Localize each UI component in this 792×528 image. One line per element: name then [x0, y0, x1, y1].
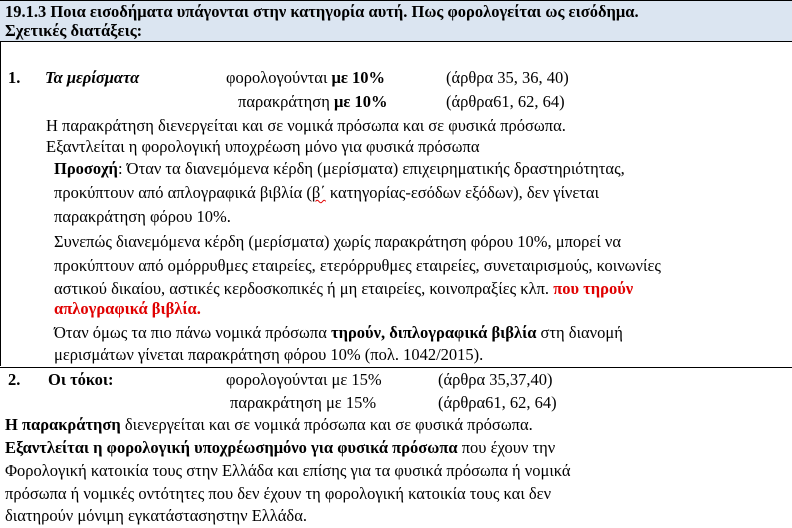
section2-line5: διατηρούν μόνιμη εγκατάστασηστην Ελλάδα.: [5, 506, 307, 525]
section2-withhold-line: παρακράτηση με 15%: [230, 393, 377, 412]
section1-p3-line1: Όταν όμως τα πιο πάνω νομικά πρόσωπα τηρούν, διπλογραφικά βιβλία στη διανομή: [54, 323, 623, 342]
section1-tax-line: φορολογούνται με 10%: [226, 68, 386, 87]
section1-withhold-line: παρακράτηση με 10%: [238, 92, 388, 111]
section-header: [0, 0, 792, 42]
section1-line-a: Η παρακράτηση διενεργείται και σε νομικά πρόσωπα και σε φυσικά πρόσωπα.: [46, 116, 566, 135]
note-label: Προσοχή: [54, 159, 118, 178]
section2-line4: πρόσωπα ή νομικές οντότητες που δεν έχουν τη φορολογική κατοικία τους και δεν: [5, 484, 552, 503]
left-border-section1: [0, 42, 1, 366]
section1-withhold-articles: (άρθρα61, 62, 64): [446, 92, 565, 111]
section1-number: 1.: [8, 68, 21, 87]
section2-withhold-articles: (άρθρα61, 62, 64): [438, 393, 557, 412]
section2-title: Οι τόκοι:: [48, 370, 114, 389]
header-subtitle: Σχετικές διατάξεις:: [5, 21, 143, 40]
section1-p2-line1: Συνεπώς διανεμόμενα κέρδη (μερίσματα) χωρίς παρακράτηση φόρου 10%, μπορεί να: [54, 232, 622, 251]
section1-note-line2: προκύπτουν από απλογραφικά βιβλία (β΄ κατηγορίας-εσόδων εξόδων), δεν γίνεται: [54, 183, 600, 202]
section1-p2-line2: προκύπτουν από ομόρρυθμες εταιρείες, ετερόρρυθμες εταιρείες, συνεταιρισμούς, κοινωνίες: [54, 256, 661, 275]
section1-title: Τα μερίσματα: [45, 68, 140, 87]
section2-tax-line: φορολογούνται με 15%: [226, 370, 382, 389]
section2-tax-articles: (άρθρα 35,37,40): [438, 370, 553, 389]
section1-p2-line3: αστικού δικαίου, αστικές κερδοσκοπικές ή μη εταιρείες, κοινοπραξίες κλπ. που τηρούν: [54, 279, 634, 298]
section1-note-line1: Προσοχή: Όταν τα διανεμόμενα κέρδη (μερίσματα) επιχειρηματικής δραστηριότητας,: [54, 159, 625, 178]
section1-note-line3: παρακράτηση φόρου 10%.: [54, 207, 231, 226]
header-title: 19.1.3 Ποια εισοδήματα υπάγονται στην κατηγορία αυτή. Πως φορολογείται ως εισόδημα.: [5, 2, 639, 21]
section-divider: [0, 367, 792, 368]
section1-p2-line4: απλογραφικά βιβλία.: [54, 299, 201, 318]
section2-number: 2.: [8, 370, 21, 389]
section1-line-b: Εξαντλείται η φορολογική υποχρέωση μόνο για φυσικά πρόσωπα: [46, 137, 480, 156]
section2-line2: Εξαντλείται η φορολογική υποχρέωσημόνο για φυσικά πρόσωπα που έχουν την: [5, 438, 556, 457]
section1-tax-articles: (άρθρα 35, 36, 40): [446, 68, 569, 87]
section1-p3-line2: μερισμάτων γίνεται παρακράτηση φόρου 10% (πολ. 1042/2015).: [54, 345, 484, 364]
section2-line1: Η παρακράτηση διενεργείται και σε νομικά πρόσωπα και σε φυσικά πρόσωπα.: [5, 415, 533, 434]
section2-line3: Φορολογική κατοικία τους στην Ελλάδα και επίσης για τα φυσικά πρόσωπα ή νομικά: [5, 461, 571, 480]
